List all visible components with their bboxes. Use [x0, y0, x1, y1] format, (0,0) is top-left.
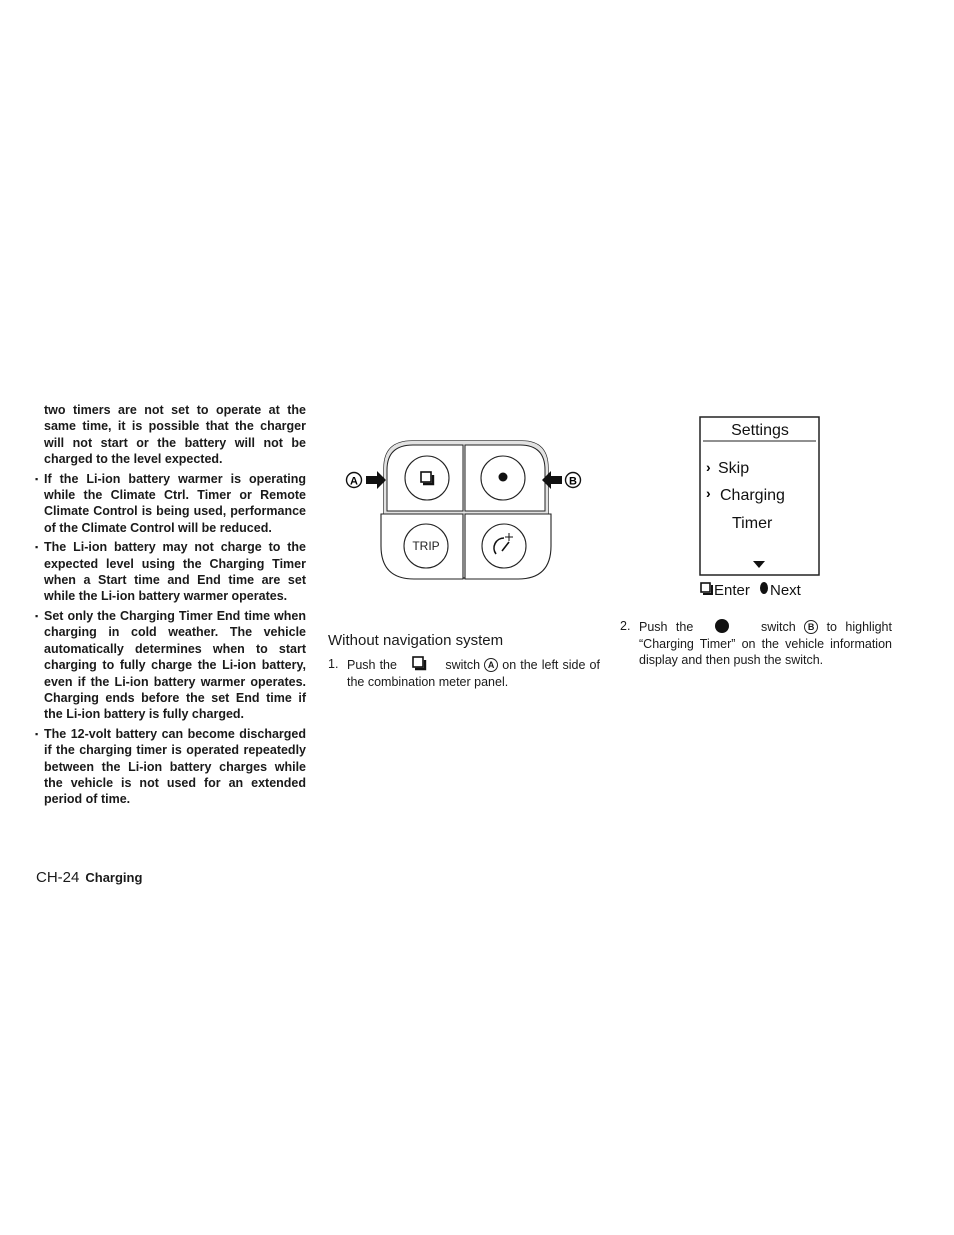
menu-item-charging: Charging: [720, 487, 785, 504]
chevron-right-icon: ›: [706, 485, 711, 501]
note-continued: two timers are not set to operate at the same time, it is possible that the charger will not start or the battery will not be charged to the level expected.: [44, 403, 306, 467]
chevron-right-icon: ›: [706, 459, 711, 475]
next-label: Next: [770, 582, 801, 599]
menu-square-icon: [421, 472, 431, 482]
step-number: 1.: [328, 657, 339, 671]
note-bullet: ▪ The Li-ion battery may not charge to the expected level using the Charging Timer when a Start time and End time are set while the Li-ion battery warmer operates.: [36, 539, 306, 605]
display-title: Settings: [731, 422, 789, 439]
section-title: Charging: [85, 870, 143, 885]
step-1: 1. Push the switch A on the left side of the combination meter panel.: [328, 657, 600, 689]
enter-label: Enter: [714, 582, 750, 599]
page-number: CH-24: [36, 869, 80, 886]
trip-label: TRIP: [412, 539, 440, 553]
callout-a: A: [484, 658, 498, 672]
menu-item-skip: Skip: [718, 460, 750, 477]
next-dot-icon: [760, 582, 768, 594]
enter-square-icon: [701, 583, 710, 592]
notes-column: [36, 402, 306, 811]
dot-icon: [499, 473, 508, 482]
dot-icon: [714, 618, 730, 634]
page-footer: [36, 869, 142, 887]
menu-item-timer: Timer: [732, 515, 773, 532]
subheading: Without navigation system: [328, 632, 504, 649]
note-bullet: ▪ The 12-volt battery can become discharged if the charging timer is operated repeatedly between the Li-ion battery charges while the vehicle is not used for an extended period of time.: [36, 726, 306, 808]
svg-text:B: B: [569, 475, 577, 488]
note-bullet: ▪ If the Li-ion battery warmer is operating while the Climate Ctrl. Timer or Remote Climate Control is being used, performance of the Climate Control will be reduced.: [36, 471, 306, 537]
callout-b: B: [804, 620, 818, 634]
note-bullet: ▪ Set only the Charging Timer End time when charging in cold weather. The vehicle automatically determines when to start charging to fully charge the Li-ion battery, even if the Li-ion battery warmer operates. Charging ends before the set End time if the Li-ion battery is fully charged.: [36, 608, 306, 723]
svg-text:A: A: [350, 475, 358, 488]
switch-cluster-illustration: [344, 438, 589, 583]
menu-square-icon: [411, 656, 429, 672]
step-2: 2. Push the switch B to highlight “Charging Timer” on the vehicle information display and then push the switch.: [620, 619, 892, 667]
settings-display-illustration: [698, 415, 822, 600]
step-number: 2.: [620, 619, 631, 633]
arrow-right-icon: [366, 471, 386, 489]
